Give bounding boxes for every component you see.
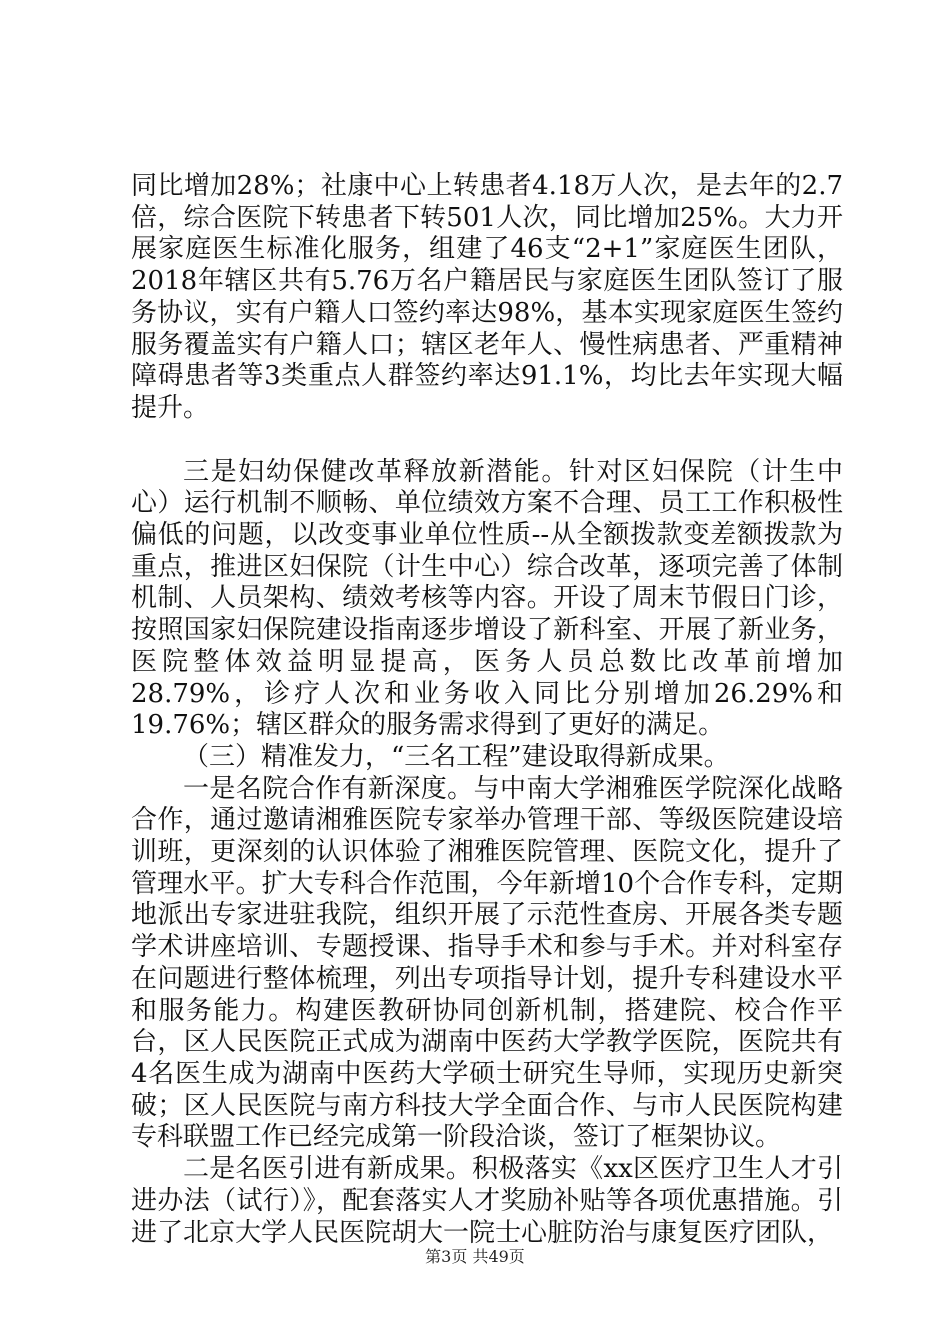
document-body xyxy=(131,171,843,1249)
paragraph-maternal-child-reform: 三是妇幼保健改革释放新潜能。针对区妇保院（计生中心）运行机制不顺畅、单位绩效方案不合理、员工工作积极性偏低的问题，以改变事业单位性质--从全额拨款变差额拨款为重点，推进区妇保院（计生中心）综合改革，逐项完善了体制机制、人员架构、绩效考核等内容。开设了周末节假日门诊，按照国家妇保院建设指南逐步增设了新科室、开展了新业务，医院整体效益明显提高，医务人员总数比改革前增加28.79%，诊疗人次和业务收入同比分别增加26.29%和19.76%；辖区群众的服务需求得到了更好的满足。 xyxy=(131,456,843,741)
paragraph-continued: 同比增加28%；社康中心上转患者4.18万人次，是去年的2.7倍，综合医院下转患者下转501人次，同比增加25%。大力开展家庭医生标准化服务，组建了46支“2+1”家庭医生团队，2018年辖区共有5.76万名户籍居民与家庭医生团队签订了服务协议，实有户籍人口签约率达98%，基本实现家庭医生签约服务覆盖实有户籍人口；辖区老年人、慢性病患者、严重精神障碍患者等3类重点人群签约率达91.1%，均比去年实现大幅提升。 xyxy=(131,171,843,423)
section-heading-three-famous-project: （三）精准发力，“三名工程”建设取得新成果。 xyxy=(183,741,730,772)
page-number-footer: 第3页 共49页 xyxy=(425,1247,525,1266)
paragraph-famous-hospital-cooperation: 一是名院合作有新深度。与中南大学湘雅医学院深化战略合作，通过邀请湘雅医院专家举办管理干部、等级医院建设培训班，更深刻的认识体验了湘雅医院管理、医院文化，提升了管理水平。扩大专科合作范围，今年新增10个合作专科，定期地派出专家进驻我院，组织开展了示范性查房、开展各类专题学术讲座培训、专题授课、指导手术和参与手术。并对科室存在问题进行整体梳理，列出专项指导计划，提升专科建设水平和服务能力。构建医教研协同创新机制，搭建院、校合作平台，区人民医院正式成为湖南中医药大学教学医院，医院共有4名医生成为湖南中医药大学硕士研究生导师，实现历史新突破；区人民医院与南方科技大学全面合作、与市人民医院构建专科联盟工作已经完成第一阶段洽谈，签订了框架协议。 xyxy=(131,773,843,1153)
paragraph-famous-doctor-introduction: 二是名医引进有新成果。积极落实《xx区医疗卫生人才引进办法（试行）》，配套落实人才奖励补贴等各项优惠措施。引进了北京大学人民医院胡大一院士心脏防治与康复医疗团队， xyxy=(131,1154,843,1248)
